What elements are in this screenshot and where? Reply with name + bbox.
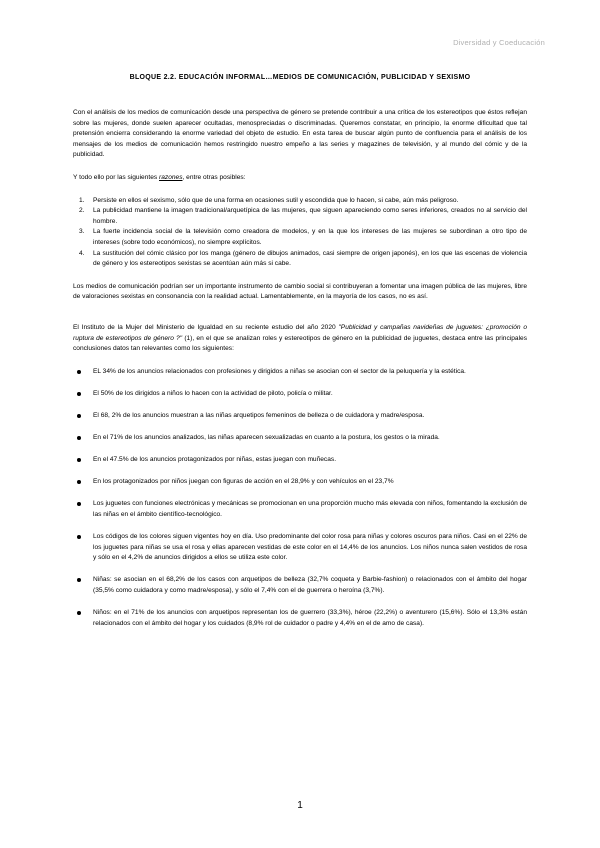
bullet-icon	[77, 502, 81, 506]
finding-item	[77, 411, 527, 422]
institute-before: El Instituto de la Mujer del Ministerio de Igualdad en su reciente estudio del año 2020	[73, 323, 339, 331]
reason-text: La publicidad mantiene la imagen tradicional/arquetípica de las mujeres, que siguen apareciendo como seres inferiores, creados no al servicio del hombre.	[93, 207, 527, 225]
bullet-icon	[77, 480, 81, 484]
body-content	[73, 108, 527, 641]
finding-text: EL 34% de los anuncios relacionados con profesiones y dirigidos a niñas se asocian con el sector de la peluquería y la estética.	[93, 367, 466, 375]
finding-item	[77, 455, 527, 466]
finding-item	[77, 608, 527, 629]
bullet-icon	[77, 370, 81, 374]
bullet-icon	[77, 535, 81, 539]
section-title: BLOQUE 2.2. EDUCACIÓN INFORMAL…MEDIOS DE COMUNICACIÓN, PUBLICIDAD Y SEXISMO	[129, 74, 471, 81]
page-number: 1	[297, 800, 303, 811]
reason-text: La fuerte incidencia social de la televisión como creadora de modelos, y en la que los intereses de las mujeres se subordinan a otro tipo de intereses (sobre todo económicos), no siempre explícitos.	[93, 228, 527, 246]
finding-item	[77, 532, 527, 564]
reason-text: La sustitución del cómic clásico por los manga (género de dibujos animados, casi siempre de origen japonés), en los que las escenas de violencia de género y los estereotipos sexistas se acentúan aún más si cabe.	[93, 249, 527, 268]
reason-number: 1.	[79, 196, 85, 204]
bullet-icon	[77, 414, 81, 418]
bullet-icon	[77, 392, 81, 396]
running-header: Diversidad y Coeducación	[453, 38, 545, 47]
reason-item	[79, 249, 527, 270]
finding-text: El 50% de los dirigidos a niños lo hacen con la actividad de piloto, policía o militar.	[93, 389, 333, 397]
institute-after: (1), en el que se analizan roles y estereotipos de género en la publicidad de juguetes, destaca entre las principales conclusiones datos tan relevantes como los siguientes:	[73, 334, 527, 353]
finding-item	[77, 477, 527, 488]
finding-text: Niños: en el 71% de los anuncios con arquetipos representan los de guerrero (33,3%), héroe (22,2%) o aventurero (15,6%). Sólo el 13,3% están relacionados con el ámbito del hogar y los cuidados (8,9% rol de cuidador o padre y 4,4% en el de amo de casa).	[93, 608, 527, 627]
finding-item	[77, 499, 527, 520]
reasons-after: , entre otras posibles:	[182, 173, 246, 181]
finding-text: Los juguetes con funciones electrónicas y mecánicas se promocionan en una proporción mucho más elevada con niños, fomentando la exclusión de las niñas en el ámbito científico-tecnológico.	[93, 500, 527, 518]
finding-item	[77, 389, 527, 400]
reason-number: 2.	[79, 207, 85, 215]
finding-item	[77, 575, 527, 596]
finding-text: En los protagonizados por niños juegan con figuras de acción en el 28,9% y con vehículos en el 23,7%	[93, 478, 394, 486]
reason-item	[79, 206, 527, 227]
reasons-intro	[73, 173, 527, 184]
study-title: "Publicidad y campañas navideñas de juguetes: ¿promoción o ruptura de estereotipos de género ?"	[73, 323, 527, 342]
reasons-list	[73, 196, 527, 270]
finding-item	[77, 433, 527, 444]
bullet-icon	[77, 436, 81, 440]
finding-text: En el 47.5% de los anuncios protagonizados por niñas, estas juegan con muñecas.	[93, 456, 337, 464]
reason-text: Persiste en ellos el sexismo, sólo que de una forma en ocasiones sutil y escondida que lo hacen, si cabe, aún más peligroso.	[93, 196, 459, 204]
finding-text: Niñas: se asocian en el 68,2% de los casos con arquetipos de belleza (32,7% coqueta y Barbie-fashion) o relacionados con el ámbito del hogar (35,5% como cuidadora y como madre/esposa), y sólo el 7,4% con el de guerrera o heroína (3,7%).	[93, 576, 527, 594]
reasons-word: razones	[159, 173, 183, 181]
intro-paragraph: Con el análisis de los medios de comunicación desde una perspectiva de género se pretende contribuir a una crítica de los estereotipos que éstos reflejan sobre las mujeres, donde suelen aparecer ocultadas, menospreciadas o discriminadas. Queremos constatar, en principio, la enorme dificultad que tal pretensión encierra considerando la enorme variedad del objeto de estudio. En esta tarea de buscar algún punto de confluencia para el análisis de los mensajes de los medios de comunicación hemos restringido nuestro empeño a las series y magazines de televisión, y al mundo del cómic y de la publicidad.	[73, 109, 527, 159]
reason-number: 3.	[79, 228, 85, 236]
finding-text: El 68, 2% de los anuncios muestran a las niñas arquetipos femeninos de belleza o de cuidadora y madre/esposa.	[93, 411, 425, 419]
reason-item	[79, 227, 527, 248]
reason-item	[79, 196, 527, 207]
bullet-icon	[77, 458, 81, 462]
reason-number: 4.	[79, 249, 85, 257]
finding-item	[77, 367, 527, 378]
institute-paragraph	[73, 323, 527, 355]
findings-list	[73, 367, 527, 629]
finding-text: En el 71% de los anuncios analizados, las niñas aparecen sexualizadas en cuanto a la postura, los gestos o la mirada.	[93, 433, 440, 441]
bullet-icon	[77, 578, 81, 582]
bullet-icon	[77, 611, 81, 615]
media-paragraph: Los medios de comunicación podrían ser un importante instrumento de cambio social si contribuyeran a fomentar una imagen pública de las mujeres, libre de valoraciones sexistas en consonancia con la realidad actual. Lamentablemente, en la mayoría de los casos, no es así.	[73, 282, 527, 301]
reasons-before: Y todo ello por las siguientes	[73, 173, 160, 181]
finding-text: Los códigos de los colores siguen vigentes hoy en día. Uso predominante del color rosa para niñas y colores oscuros para niños. Casi en el 22% de los juguetes para niñas se usa el rosa y ellas aparecen vestidas de este color en el 14,4% de los anuncios. Los niños nunca salen vestidos de rosa y sólo en el 4,2% de anuncios dirigidos a ellos se utiliza este color.	[93, 532, 527, 562]
